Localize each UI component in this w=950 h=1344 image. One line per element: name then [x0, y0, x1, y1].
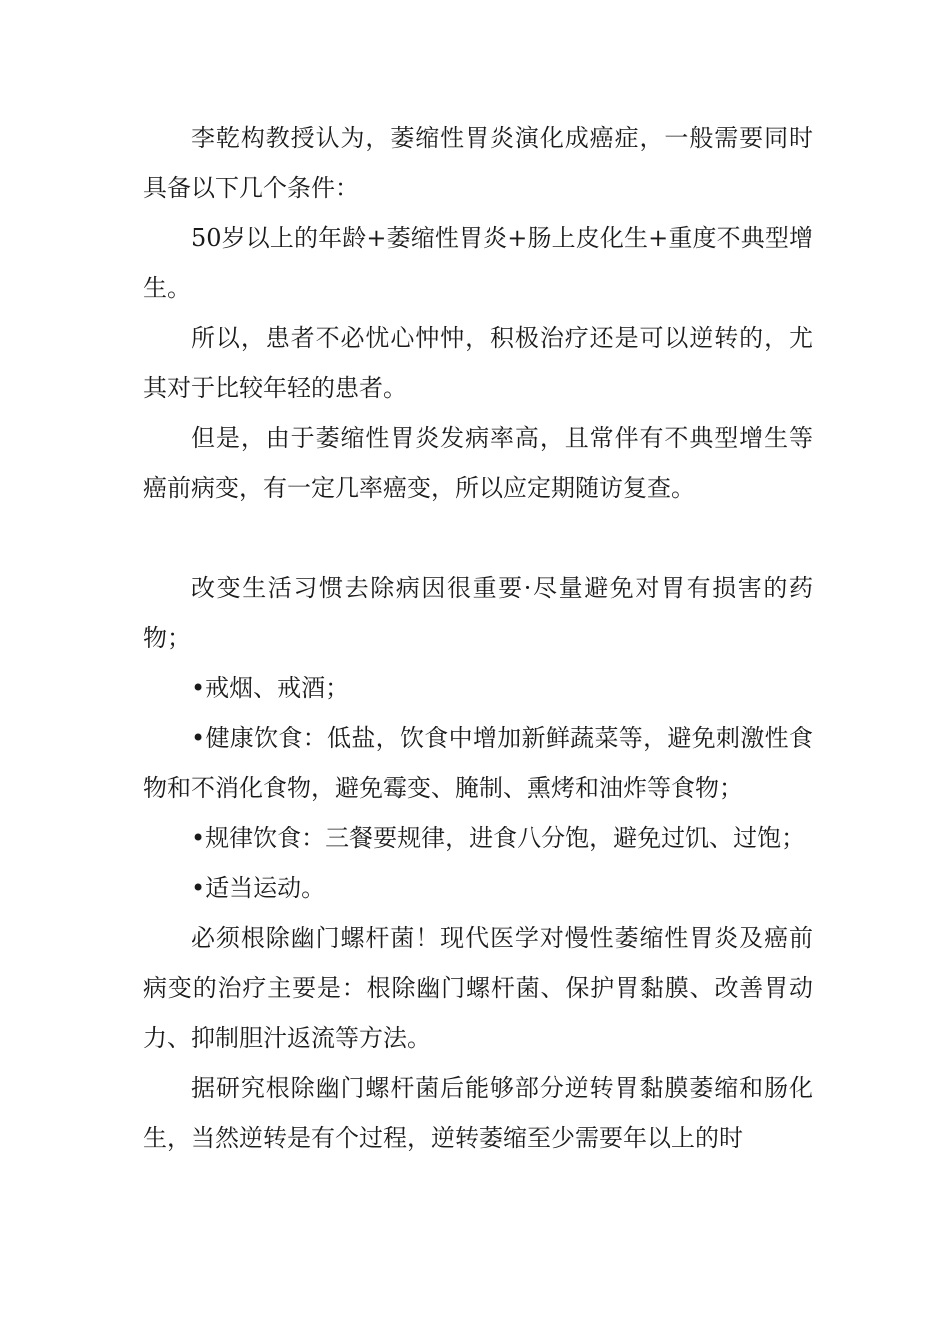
bullet-regular-meals: •规律饮食：三餐要规律，进食八分饱，避免过饥、过饱；: [191, 824, 806, 852]
paragraph-conditions-intro: 李乾构教授认为，萎缩性胃炎演化成癌症，一般需要同时具备以下几个条件：: [143, 124, 813, 202]
bullet-exercise: •适当运动。: [191, 874, 326, 902]
paragraph-followup: 但是，由于萎缩性胃炎发病率高，且常伴有不典型增生等癌前病变，有一定几率癌变，所以应定期随访复查。: [143, 424, 813, 502]
bullet-quit-smoking: •戒烟、戒酒；: [191, 674, 350, 702]
paragraph-h-pylori: 必须根除幽门螺杆菌！现代医学对慢性萎缩性胃炎及癌前病变的治疗主要是：根除幽门螺杆菌、保护胃黏膜、改善胃动力、抑制胆汁返流等方法。: [143, 924, 813, 1052]
paragraph-research: 据研究根除幽门螺杆菌后能够部分逆转胃黏膜萎缩和肠化生，当然逆转是有个过程，逆转萎缩至少需要年以上的时: [143, 1074, 813, 1152]
paragraph-lifestyle: 改变生活习惯去除病因很重要·尽量避免对胃有损害的药物；: [143, 574, 813, 652]
paragraph-conditions-list: 50岁以上的年龄+萎缩性胃炎+肠上皮化生+重度不典型增生。: [143, 224, 813, 302]
paragraph-reversible: 所以，患者不必忧心忡忡，积极治疗还是可以逆转的，尤其对于比较年轻的患者。: [143, 324, 813, 402]
bullet-healthy-diet: •健康饮食：低盐，饮食中增加新鲜蔬菜等，避免刺激性食物和不消化食物，避免霉变、腌制、熏烤和油炸等食物；: [143, 724, 813, 802]
document-body: [143, 113, 813, 1163]
paragraph-spacer: [143, 513, 813, 563]
